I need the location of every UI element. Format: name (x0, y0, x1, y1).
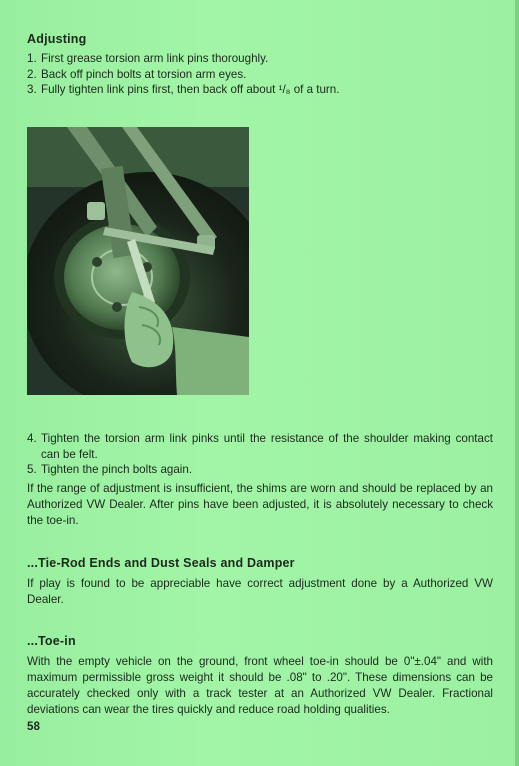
section-heading-toein: ...Toe-in (27, 634, 76, 648)
toein-text: With the empty vehicle on the ground, front wheel toe-in should be 0"±.04" and with maximum permissible gross weight it should be .08" to .20". These dimensions can be accurately checked only with a track tester at an Authorized VW Dealer. Fractional deviations can wear the tires quickly and reduce road holding qualities. (27, 655, 493, 716)
step-text: Fully tighten link pins first, then back off about ¹/₈ of a turn. (41, 83, 340, 96)
adjusting-note: If the range of adjustment is insufficient, the shims are worn and should be replaced by an Authorized VW Dealer. After pins have been adjusted, it is absolutely necessary to check the toe-in. (27, 482, 493, 527)
list-item (27, 431, 493, 462)
step-text: Tighten the torsion arm link pinks until the resistance of the shoulder making contact can be felt. (41, 432, 493, 461)
page-edge (515, 0, 519, 766)
list-item (27, 67, 497, 83)
step-number: 3. (27, 83, 37, 96)
step-number: 1. (27, 52, 37, 65)
page-number: 58 (27, 720, 40, 733)
wheel-adjustment-photo (27, 127, 249, 395)
tierod-text: If play is found to be appreciable have correct adjustment done by a Authorized VW Dealer. (27, 577, 493, 606)
step-number: 5. (27, 463, 37, 476)
step-text: Tighten the pinch bolts again. (41, 463, 193, 476)
adjusting-steps-list (27, 51, 497, 98)
list-item (27, 82, 497, 98)
section-heading-adjusting: Adjusting (27, 32, 87, 46)
section-heading-tierod: ...Tie-Rod Ends and Dust Seals and Damper (27, 556, 295, 570)
list-item (27, 462, 493, 478)
adjusting-steps-continued (27, 431, 493, 478)
step-text: Back off pinch bolts at torsion arm eyes. (41, 67, 247, 81)
step-number: 2. (27, 67, 37, 81)
step-number: 4. (27, 432, 37, 445)
photo-illustration (27, 127, 249, 395)
step-text: First grease torsion arm link pins thoroughly. (41, 52, 269, 65)
list-item (27, 51, 497, 67)
